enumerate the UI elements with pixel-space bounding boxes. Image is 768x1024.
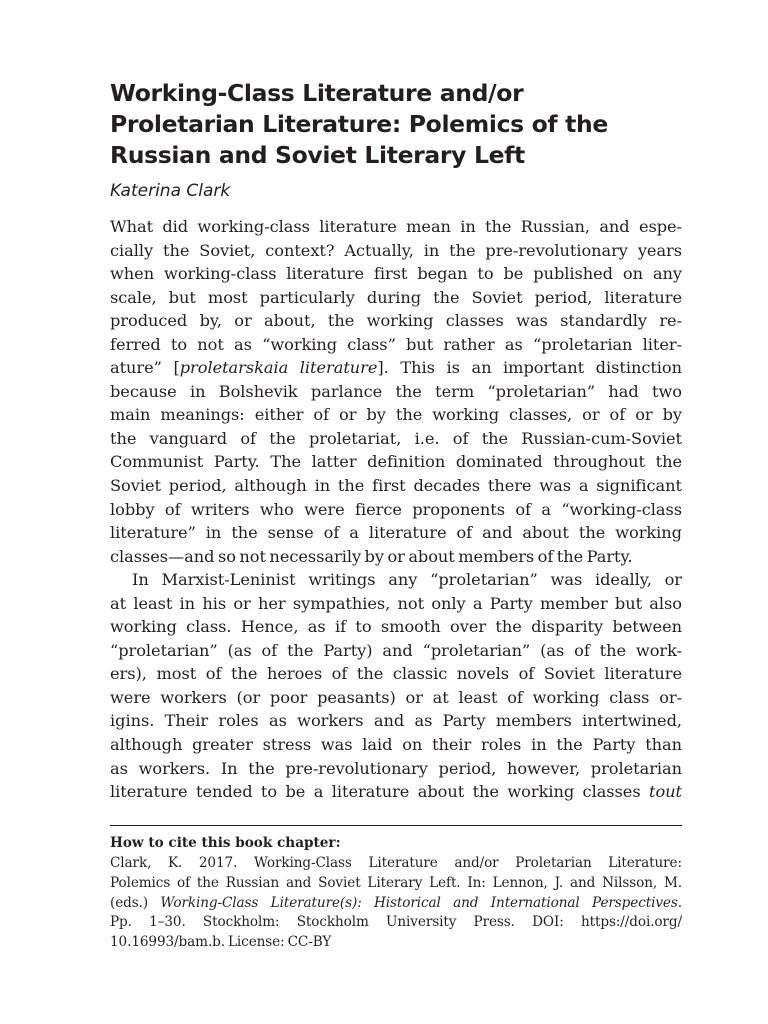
italic-term: tout (649, 782, 682, 802)
body-line: What did working-class literature mean in the Russian, and espe- (110, 217, 682, 236)
body-line-text: literature tended to be a literature about the working classes (110, 782, 650, 802)
body-line-text: ature” [ (110, 358, 180, 378)
body-line: main meanings: either of or by the working classes, or of or by (110, 405, 682, 425)
body-line: at least in his or her sympathies, not only a Party member but also (110, 593, 682, 613)
body-line: Communist Party. The latter definition dominated throughout the (110, 452, 682, 472)
body-line: cially the Soviet, context? Actually, in the pre-revolutionary years (110, 240, 682, 260)
citation-line: Polemics of the Russian and Soviet Literary Left. In: Lennon, J. and Nilsson, M. (110, 874, 682, 891)
body-line: produced by, or about, the working classes was standardly re- (110, 311, 682, 331)
citation-line: Pp. 1–30. Stockholm: Stockholm University Press. DOI: https://doi.org/ (110, 914, 682, 931)
body-line: when working-class literature first began to be published on any (110, 264, 682, 284)
citation-line: 10.16993/bam.b. License: CC-BY (110, 934, 332, 951)
title-line-2: Proletarian Literature: Polemics of the (110, 110, 608, 138)
chapter-body (110, 215, 682, 804)
body-line: lobby of writers who were fierce proponents of a “working-class (110, 499, 682, 519)
italic-term: proletarskaia literature (179, 358, 378, 378)
body-line: classes—and so not necessarily by or about members of the Party. (110, 546, 633, 566)
citation-block (110, 834, 682, 953)
body-line: were workers (or poor peasants) or at least of working class or- (110, 687, 682, 707)
body-line: In Marxist-Leninist writings any “proletarian” was ideally, or (132, 570, 682, 590)
footnote-divider (110, 825, 682, 826)
body-line: the vanguard of the proletariat, i.e. of the Russian-cum-Soviet (110, 428, 682, 448)
chapter-title (110, 78, 682, 171)
citation-line: Clark, K. 2017. Working-Class Literature and/or Proletarian Literature: (110, 855, 682, 871)
body-line: scale, but most particularly during the Soviet period, literature (110, 287, 682, 307)
citation-line (110, 894, 682, 914)
body-line (110, 356, 682, 380)
body-line: although greater stress was laid on their roles in the Party than (110, 735, 682, 755)
book-title: Working-Class Literature(s): Historical and International Perspectives (160, 894, 678, 911)
body-line-text: ]. This is an important distinction (377, 358, 682, 378)
body-line: ers), most of the heroes of the classic novels of Soviet literature (110, 664, 682, 684)
title-line-3: Russian and Soviet Literary Left (110, 141, 525, 169)
body-line: igins. Their roles as workers and as Party members intertwined, (110, 711, 682, 731)
citation-heading: How to cite this book chapter: (110, 835, 341, 851)
title-line-1: Working-Class Literature and/or (110, 79, 524, 107)
body-line: Soviet period, although in the first decades there was a significant (110, 476, 682, 496)
body-line: working class. Hence, as if to smooth over the disparity between (110, 617, 682, 637)
body-line: literature” in the sense of a literature of and about the working (110, 523, 682, 543)
citation-text: (eds.) (110, 894, 161, 911)
body-line (110, 780, 682, 804)
citation-text: . (677, 894, 682, 911)
body-line: ferred to not as “working class” but rather as “proletarian liter- (110, 334, 682, 354)
chapter-author: Katerina Clark (110, 181, 231, 201)
body-line: as workers. In the pre-revolutionary period, however, proletarian (110, 758, 682, 778)
body-line: because in Bolshevik parlance the term “proletarian” had two (110, 381, 682, 401)
body-line: “proletarian” (as of the Party) and “proletarian” (as of the work- (110, 640, 682, 660)
